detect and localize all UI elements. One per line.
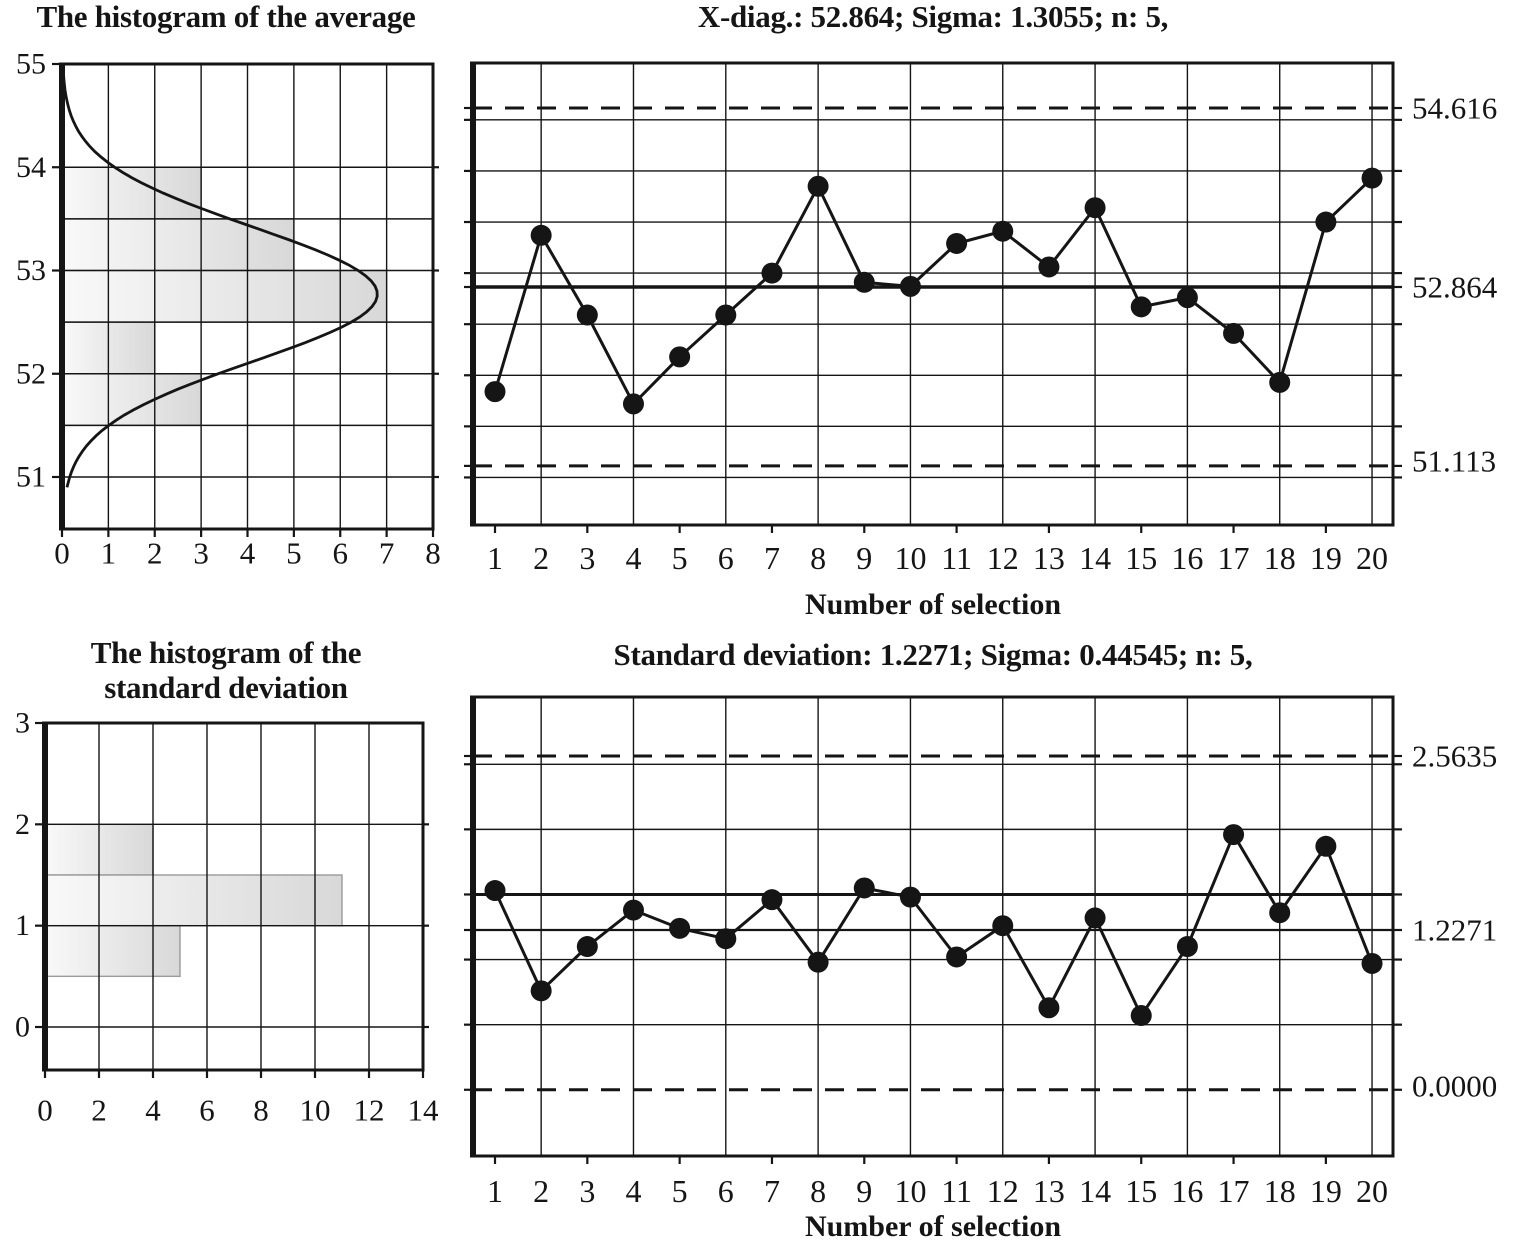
axis-tick-label: 2 [533,1173,550,1209]
histogram-bar [62,167,201,219]
data-point [946,233,967,254]
axis-tick-label: 2 [91,1092,107,1128]
data-point [761,263,782,284]
axis-tick-label: 14 [407,1092,439,1128]
data-point [808,176,829,197]
axis-tick-label: 5 [286,535,302,571]
axis-tick-label: 12 [986,540,1019,576]
axis-tick-label: 8 [810,540,827,576]
data-point [1038,256,1059,277]
axis-tick-label: 52.864 [1412,269,1498,305]
axis-tick-label: 5 [671,1173,688,1209]
xbar-chart-grid [473,63,1393,525]
axis-tick-label: 15 [1125,1173,1158,1209]
data-point [1085,197,1106,218]
axis-tick-label: 17 [1217,1173,1250,1209]
axis-tick-label: 16 [1171,540,1204,576]
axis-tick-label: 1 [487,540,503,576]
axis-tick-label: 7 [763,540,780,576]
histogram-bar [62,219,294,271]
axis-tick-label: 10 [894,1173,927,1209]
data-point [531,980,552,1001]
data-point [1085,907,1106,928]
axis-tick-label: 5 [671,540,688,576]
axis-tick-label: 4 [145,1092,161,1128]
data-point [1269,902,1290,923]
avg-histogram-bars [62,167,387,425]
axis-tick-label: 53 [16,254,46,287]
axis-tick-label: 6 [717,540,734,576]
data-point [577,936,598,957]
axis-tick-label: 7 [763,1173,780,1209]
avg-histogram-panel [16,48,441,571]
data-point [1362,953,1383,974]
data-point [900,887,921,908]
axis-tick-label: 6 [199,1092,215,1128]
data-point [992,915,1013,936]
axis-tick-label: 19 [1309,540,1342,576]
xbar-chart-title: X-diag.: 52.864; Sigma: 1.3055; n: 5, [697,0,1169,34]
axis-tick-label: 16 [1171,1173,1204,1209]
axis-tick-label: 18 [1263,1173,1296,1209]
sd-histogram-title-line2: standard deviation [104,669,348,705]
axis-tick-label: 14 [1079,1173,1112,1209]
axis-tick-label: 2 [147,535,163,571]
axis-tick-label: 8 [425,535,441,571]
axis-tick-label: 20 [1356,540,1389,576]
s-chart-title: Standard deviation: 1.2271; Sigma: 0.44545; n: 5, [613,637,1253,672]
data-point [1362,168,1383,189]
axis-tick-label: 3 [15,706,30,740]
axis-tick-label: 4 [625,540,642,576]
axis-tick-label: 12 [353,1092,385,1128]
data-point [992,221,1013,242]
axis-tick-label: 18 [1263,540,1296,576]
axis-tick-label: 3 [193,535,209,571]
s-chart-series-line [495,835,1372,1016]
data-point [1177,287,1198,308]
data-point [1223,824,1244,845]
axis-tick-label: 19 [1309,1173,1342,1209]
axis-tick-label: 9 [856,1173,873,1209]
axis-tick-label: 4 [625,1173,642,1209]
axis-tick-label: 52 [16,357,46,391]
axis-tick-label: 0 [54,535,70,571]
sd-histogram-bars [45,824,342,976]
axis-tick-label: 6 [717,1173,734,1209]
axis-tick-label: 1.2271 [1412,912,1498,948]
histogram-bar [62,271,387,323]
axis-tick-label: 6 [332,535,348,571]
axis-tick-label: 13 [1032,540,1065,576]
axis-tick-label: 54 [16,150,46,184]
axis-tick-label: 54.616 [1412,90,1498,126]
axis-tick-label: 11 [941,540,973,576]
axis-tick-label: 55 [16,47,46,81]
axis-tick-label: 11 [941,1173,973,1209]
axis-tick-label: 2.5635 [1412,738,1498,774]
axis-tick-label: 8 [253,1092,269,1128]
s-chart-labels [487,739,1497,1210]
data-point [1131,296,1152,317]
data-point [1269,372,1290,393]
axis-tick-label: 2 [533,540,550,576]
axis-tick-label: 7 [378,535,395,571]
data-point [900,276,921,297]
sd-histogram-panel [15,707,439,1128]
xbar-chart-xlabel: Number of selection [804,588,1062,621]
data-point [669,918,690,939]
xbar-chart-panel [464,62,1498,577]
axis-tick-label: 9 [856,540,873,576]
axis-tick-label: 12 [986,1173,1019,1209]
sd-histogram-title-line1: The histogram of the [90,635,362,670]
data-point [761,889,782,910]
data-point [1223,323,1244,344]
axis-tick-label: 14 [1079,540,1112,576]
s-chart-xlabel: Number of selection [804,1210,1062,1243]
data-point [1315,836,1336,857]
axis-tick-label: 20 [1356,1173,1389,1209]
data-point [485,381,506,402]
xbar-chart-ticks [464,108,1402,533]
axis-tick-label: 13 [1032,1173,1065,1209]
sd-histogram-title [0,636,452,705]
axis-tick-label: 0 [37,1092,53,1128]
data-point [854,272,875,293]
axis-tick-label: 17 [1217,540,1250,576]
data-point [1315,212,1336,233]
data-point [1177,936,1198,957]
data-point [715,304,736,325]
axis-tick-label: 0.0000 [1412,1068,1498,1104]
axis-tick-label: 3 [579,540,596,576]
axis-tick-label: 51.113 [1412,443,1497,479]
axis-tick-label: 1 [100,535,117,571]
axis-tick-label: 10 [299,1092,331,1128]
axis-tick-label: 1 [487,1173,503,1209]
data-point [623,393,644,414]
xbar-chart-series-line [495,178,1372,404]
data-point [1131,1005,1152,1026]
data-point [623,900,644,921]
histogram-bar [45,875,342,926]
axis-tick-label: 0 [15,1010,30,1044]
axis-tick-label: 8 [810,1173,827,1209]
axis-tick-label: 51 [16,460,46,494]
data-point [1038,997,1059,1018]
data-point [577,304,598,325]
avg-histogram-title: The histogram of the average [36,0,416,34]
s-chart-panel [464,696,1497,1210]
data-point [715,928,736,949]
axis-tick-label: 15 [1125,540,1158,576]
axis-tick-label: 4 [239,535,256,571]
data-point [854,877,875,898]
axis-tick-label: 10 [894,540,927,576]
axis-tick-label: 1 [15,909,30,943]
histogram-bar [45,926,180,977]
data-point [485,880,506,901]
xbar-chart-labels [487,91,1498,577]
axis-tick-label: 3 [579,1173,596,1209]
data-point [669,346,690,367]
data-point [808,952,829,973]
data-point [946,946,967,967]
histogram-bar [62,374,201,426]
data-point [531,225,552,246]
plot-border [473,63,1393,525]
axis-tick-label: 2 [15,807,30,841]
